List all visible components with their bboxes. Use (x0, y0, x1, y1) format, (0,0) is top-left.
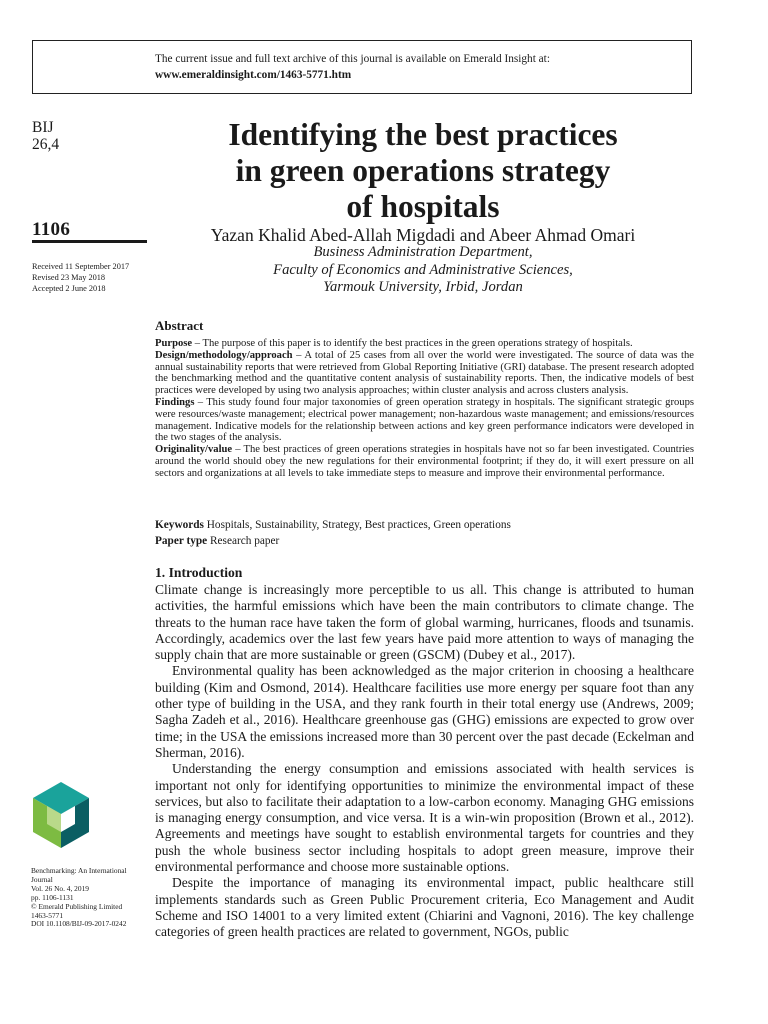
abstract-purpose (155, 338, 694, 350)
received-date: Received 11 September 2017 (32, 262, 130, 271)
abstract-findings (155, 397, 694, 444)
citation-issn: 1463-5771 (31, 910, 64, 920)
purpose-label: Purpose (155, 338, 193, 349)
author-list: Yazan Khalid Abed-Allah Migdadi and Abeer Ahmad Omari (210, 225, 636, 245)
design-label: Design/methodology/approach (155, 349, 293, 361)
abstract-heading: Abstract (155, 318, 204, 333)
citation-volume: Vol. 26 No. 4, 2019 (31, 883, 89, 893)
originality-text: – The best practices of green operations strategies in hospitals have not so far been investigated. Countries around the world should obey the new regulations for their environmental footprint; if they do, it will exert pressure on all sectors and organizations at all levels to take immediate steps to measure and improve their environmental performance. (155, 444, 694, 479)
keywords (155, 519, 694, 531)
notice-text: The current issue and full text archive of this journal is available on Emerald Insight at: (155, 53, 550, 65)
purpose-text: – The purpose of this paper is to identify the best practices in the green operations strategy of hospitals. (192, 338, 633, 349)
citation-journal: Benchmarking: An International Journal (31, 866, 127, 884)
abstract-section (155, 318, 694, 480)
accepted-date: Accepted 2 June 2018 (32, 284, 106, 293)
paper-type (155, 535, 694, 547)
volume-issue: 26,4 (32, 136, 60, 153)
design-text: – A total of 25 cases from all over the world were investigated. The source of data was the annual sustainability reports that were retrieved from Global Reporting Initiative (GRI) database. The present research adopted the benchmarking method and the quantitative content analysis of sustainability reports. Then, the indicative models of best practices were developed by using two analysis approaches; within cluster analysis and across clusters analysis. (155, 349, 694, 397)
affiliation (150, 244, 696, 297)
keywords-text: Hospitals, Sustainability, Strategy, Best practices, Green operations (203, 519, 511, 531)
abstract-originality (155, 444, 694, 479)
citation-publisher: © Emerald Publishing Limited (31, 901, 123, 911)
body-paragraph: Climate change is increasingly more perceptible to us all. This change is attributed to human activities, the harmful emissions which have been the main contributors to climate change. The threats to the human race have taken the form of global warming, hurricanes, floods and tsunamis. Accordingly, academics over the last few years have paid more attention to ways of managing the supply chain that are more sustainable or green (GSCM) (Dubey et al., 2017). (155, 582, 694, 663)
emerald-logo-icon (31, 780, 91, 850)
title-line: in green operations strategy (235, 153, 611, 188)
affiliation-line: Faculty of Economics and Administrative Sciences, (273, 261, 573, 278)
keywords-label: Keywords (155, 519, 204, 531)
body-paragraph: Understanding the energy consumption and emissions associated with health services is important not only for identifying opportunities to minimize the environmental impact of these services, but also to facilitate their adaptation to a low-carbon economy. Managing GHG emissions is managing energy consumption, and vice versa. It is a win-win proposition (Brown et al., 2012). Agreements and meetings have sought to establish environmental targets for countries and they push the whole business sector including hospitals to adopt green measure, improve their environmental performance and choose more sustainable options. (155, 761, 694, 875)
affiliation-line: Business Administration Department, (313, 244, 533, 260)
paper-type-text: Research paper (207, 535, 280, 547)
section-heading: 1. Introduction (155, 565, 243, 580)
abstract-design (155, 350, 694, 397)
paper-type-label: Paper type (155, 535, 208, 547)
journal-abbreviation: BIJ (32, 119, 54, 136)
citation-block (31, 867, 149, 929)
findings-text: – This study found four major taxonomies of green operation strategy in hospitals. The significant strategic groups were resources/waste management; electrical power management; non-hazardous waste management; and emissions/resources management. Indicative models for the relationship between actions and key green performance indicators were developed in the two stages of the analysis. (155, 396, 694, 444)
affiliation-line: Yarmouk University, Irbid, Jordan (323, 279, 523, 295)
originality-label: Originality/value (155, 444, 233, 456)
citation-doi: DOI 10.1108/BIJ-09-2017-0242 (31, 919, 127, 929)
submission-dates (32, 261, 129, 294)
introduction-body (155, 582, 694, 941)
divider (32, 240, 147, 243)
body-paragraph: Despite the importance of managing its environmental impact, public healthcare still implements standards such as Green Public Procurement criteria, Eco Management and Audit Scheme and ISO 14001 to a very limited extent (Chiarini and Vagnoni, 2016). The key challenge categories of green health practices are related to government, NGOs, public (155, 875, 694, 940)
findings-label: Findings (155, 396, 195, 408)
citation-pages: pp. 1106-1131 (31, 892, 74, 902)
page-number: 1106 (32, 219, 71, 240)
title-line: Identifying the best practices (228, 117, 618, 152)
title-line: of hospitals (346, 189, 500, 224)
journal-code (32, 119, 59, 153)
journal-url-link[interactable]: www.emeraldinsight.com/1463-5771.htm (155, 69, 352, 81)
body-paragraph: Environmental quality has been acknowledged as the major criterion in choosing a healthcare building (Kim and Osmond, 2014). Healthcare facilities use more energy per square foot than any other type of building in the USA, and they rank fourth in their total energy use (Andrews, 2009; Sagha Zadeh et al., 2016). Healthcare greenhouse gas (GHG) emissions are expected to grow over time; in the USA the emissions increased more than 30 percent over the past decade (Eckelman and Sherman, 2016). (155, 663, 694, 760)
revised-date: Revised 23 May 2018 (32, 273, 106, 282)
journal-access-notice (32, 40, 692, 94)
paper-title (150, 117, 696, 225)
